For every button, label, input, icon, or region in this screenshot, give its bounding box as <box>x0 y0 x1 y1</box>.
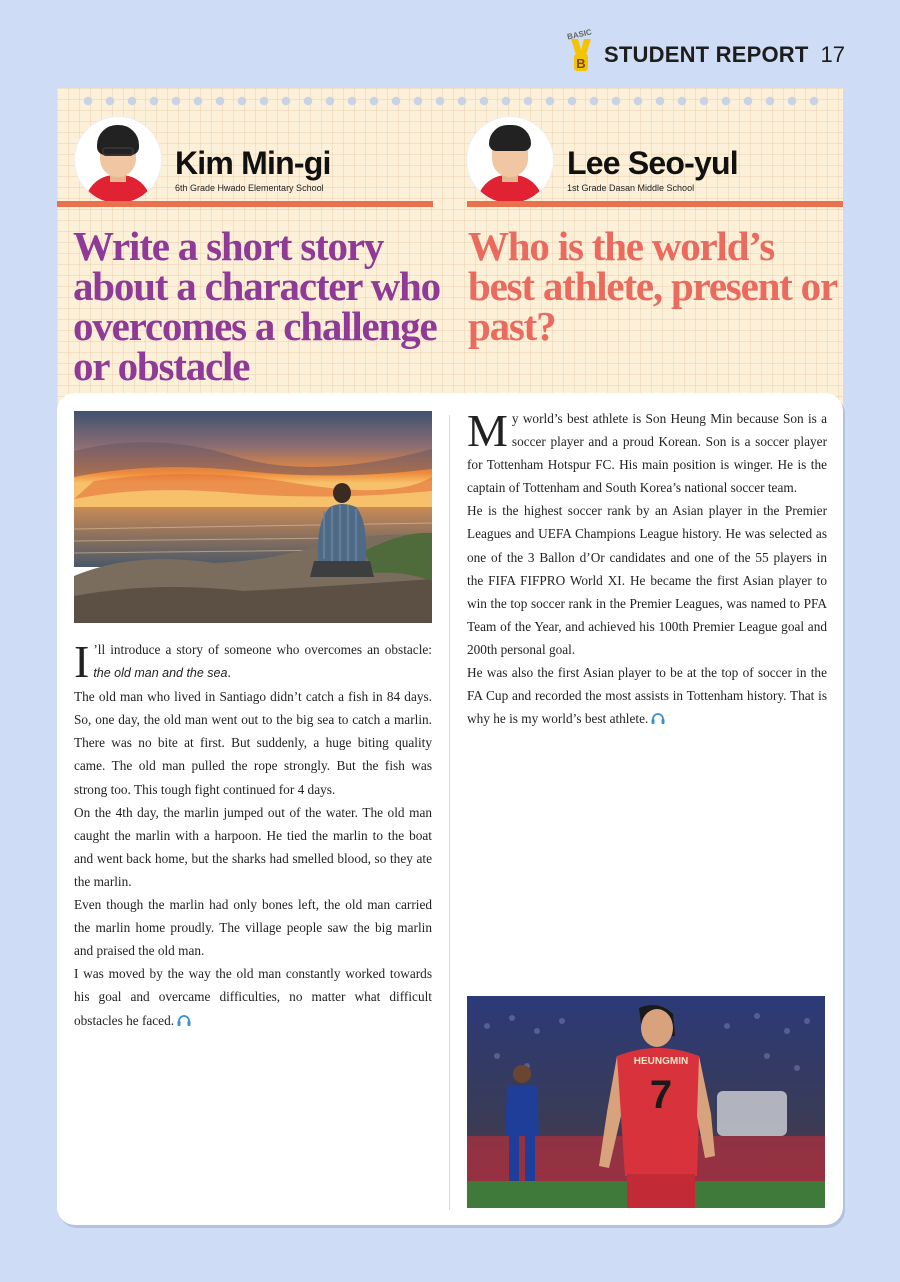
student-kim <box>75 110 331 210</box>
paragraph: The old man who lived in Santiago didn’t catch a fish in 84 days. So, one day, the old man went out to the big sea to catch a marlin. There was no bite at first. But suddenly, a huge biting quality came. The old man pulled the rope strongly. But the fish was strong too. This tough fight continued for 4 days. <box>74 689 432 797</box>
paragraph-text: . <box>227 665 231 681</box>
top-panel <box>57 88 843 418</box>
paragraph-text: ’ll introduce a story of someone who overcomes an obstacle: <box>93 642 432 657</box>
logo-v-icon <box>570 38 592 72</box>
left-article <box>74 638 432 1032</box>
dotted-border <box>77 96 825 106</box>
jersey-name: HEUNGMIN <box>633 1056 689 1067</box>
student-name: Kim Min-gi <box>175 145 331 181</box>
divider-rule <box>57 201 433 207</box>
student-name: Lee Seo-yul <box>567 145 738 181</box>
content-card <box>57 393 843 1225</box>
paragraph-text: y world’s best athlete is Son Heung Min because Son is a soccer player and a proud Korean. Son is a soccer player for Tottenham Hotspur FC. His main position is winger. He is the captain of Tottenham and South Korea’s national soccer team. <box>467 411 827 496</box>
divider-rule <box>467 201 843 207</box>
drop-cap: I <box>74 636 90 687</box>
logo-small-text: BASIC <box>566 27 593 42</box>
question-heading: Who is the world’s best athlete, present or past? <box>468 223 837 349</box>
headphone-icon <box>177 1014 191 1026</box>
student-school: 6th Grade Hwado Elementary School <box>175 183 324 193</box>
paragraph: I was moved by the way the old man constantly worked towards his goal and overcame difficulties, no matter what difficult obstacles he faced. <box>74 966 432 1028</box>
drop-cap: M <box>467 405 508 456</box>
student-lee <box>467 110 738 210</box>
page-number: 17 <box>820 42 845 67</box>
book-title: the old man and the sea <box>93 666 228 681</box>
headphone-icon <box>651 712 665 724</box>
question-heading: Write a short story about a character who overcomes a challenge or obstacle <box>73 223 440 389</box>
sunset-photo <box>74 411 432 623</box>
avatar <box>467 117 553 203</box>
paragraph: He is the highest soccer rank by an Asian player in the Premier Leagues and UEFA Champions League history. He was selected as one of the 3 Ballon d’Or candidates and one of the 55 players in the FIFA FIFPRO World XI. He became the first Asian player to win the top soccer rank in the Premier Leagues, was named to PFA Team of the Year, and achieved his 100th Premier League goal and 200th personal goal. <box>467 503 827 657</box>
report-title: STUDENT REPORT <box>604 42 809 67</box>
soccer-photo <box>467 996 825 1208</box>
page-header <box>566 27 845 74</box>
column-divider <box>449 415 450 1210</box>
paragraph: On the 4th day, the marlin jumped out of the water. The old man caught the marlin with a harpoon. He tied the marlin to the boat and went back home, but the sharks had smelled blood, so they ate the marlin. <box>74 804 432 889</box>
paragraph: Even though the marlin had only bones left, the old man carried the marlin home proudly. The village people saw the big marlin and praised the old man. <box>74 897 432 959</box>
basic-logo <box>566 27 594 74</box>
right-article <box>467 407 827 730</box>
paragraph: He was also the first Asian player to be at the top of soccer in the FA Cup and recorded the most assists in Tottenham history. That is why he is my world’s best athlete. <box>467 665 827 727</box>
logo-letter: B <box>576 56 586 71</box>
avatar <box>75 117 161 203</box>
student-school: 1st Grade Dasan Middle School <box>567 183 695 193</box>
jersey-number: 7 <box>649 1073 673 1117</box>
